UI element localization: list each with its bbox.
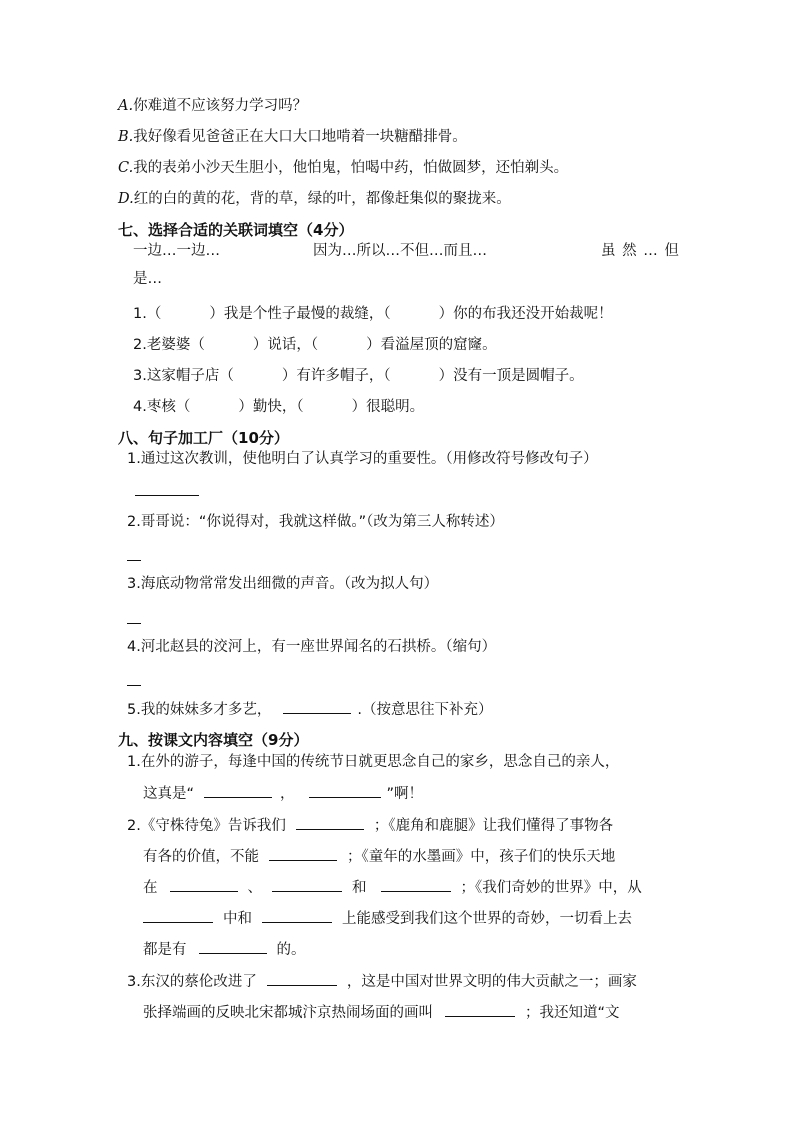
option-text: 我好像看见爸爸正在大口大口地啃着一块糖醋排骨。 (133, 129, 467, 145)
answer-blank[interactable] (272, 877, 342, 892)
section7-item: 4.枣核（ ）勤快，（ ）很聪明。 (133, 399, 425, 415)
answer-blank[interactable] (283, 699, 351, 714)
answer-blank[interactable] (170, 877, 238, 892)
section9-q1: 1.在外的游子，每逢中国的传统节日就更思念自己的家乡，思念自己的亲人， (127, 754, 620, 770)
answer-blank[interactable] (381, 877, 451, 892)
conjunction-option: 一边…一边… (133, 243, 220, 259)
section9-q2: 在 、 和 ；《我们奇妙的世界》中，从 (143, 877, 642, 898)
answer-line[interactable] (127, 609, 141, 630)
answer-blank[interactable] (267, 971, 337, 986)
section7-item: 1.（ ）我是个性子最慢的裁缝，（ ）你的布我还没开始裁呢！ (133, 306, 613, 322)
section8-title: 八、句子加工厂（10分） (118, 429, 289, 447)
answer-blank[interactable] (309, 783, 381, 798)
answer-blank[interactable] (143, 908, 213, 923)
section8-item: 3.海底动物常常发出细微的声音。（改为拟人句） (127, 576, 439, 592)
option-letter: B. (118, 129, 134, 145)
answer-line[interactable] (127, 671, 141, 692)
answer-line[interactable] (135, 481, 199, 502)
section7-item: 3.这家帽子店（ ）有许多帽子，（ ）没有一顶是圆帽子。 (133, 368, 584, 384)
section9-q3: 张择端画的反映北宋都城汴京热闹场面的画叫 ；我还知道“文 (143, 1002, 620, 1023)
option-c (118, 158, 568, 178)
section8-item: 4.河北赵县的洨河上，有一座世界闻名的石拱桥。（缩句） (127, 639, 497, 655)
section9-title: 九、按课文内容填空（9分） (118, 731, 309, 749)
option-text: 你难道不应该努力学习吗？ (133, 98, 308, 114)
option-d (118, 189, 511, 209)
option-text: 红的白的黄的花，背的草，绿的叶，都像赶集似的聚拢来。 (133, 191, 511, 207)
section9-q2: 有各的价值，不能 ；《童年的水墨画》中，孩子们的快乐天地 (143, 846, 615, 867)
answer-blank[interactable] (199, 939, 267, 954)
option-letter: C. (118, 160, 134, 176)
section8-item: 2.哥哥说：“你说得对，我就这样做。”（改为第三人称转述） (127, 514, 504, 530)
section7-item: 2.老婆婆（ ）说话，（ ）看溢屋顶的窟窿。 (133, 337, 497, 353)
section8-item: 5.我的妹妹多才多艺， .（按意思往下补充） (127, 699, 492, 720)
answer-line[interactable] (127, 546, 141, 567)
section7-title: 七、选择合适的关联词填空（4分） (118, 221, 354, 239)
option-letter: A. (118, 98, 134, 114)
answer-blank[interactable] (262, 908, 332, 923)
option-text: 我的表弟小沙天生胆小，他怕鬼，怕喝中药，怕做圆梦，还怕剃头。 (133, 160, 569, 176)
option-a (118, 96, 307, 116)
section9-q1-blanks: 这真是“ ， ”啊！ (143, 783, 423, 804)
answer-blank[interactable] (269, 846, 337, 861)
section9-q2: 都是有 的。 (143, 939, 306, 960)
section9-q3: 3.东汉的蔡伦改进了 ，这是中国对世界文明的伟大贡献之一；画家 (127, 971, 637, 992)
answer-blank[interactable] (204, 783, 272, 798)
answer-blank[interactable] (296, 815, 364, 830)
answer-blank[interactable] (445, 1002, 515, 1017)
conjunction-option: 虽 然 … 但 (601, 243, 680, 259)
section9-q2: 2.《守株待兔》告诉我们 ；《鹿角和鹿腿》让我们懂得了事物各 (127, 815, 613, 836)
option-letter: D. (118, 191, 134, 207)
conjunction-option: 因为…所以…不但…而且… (313, 243, 487, 259)
section9-q2: 中和 上能感受到我们这个世界的奇妙，一切看上去 (143, 908, 632, 929)
conjunction-option-cont: 是… (133, 271, 162, 287)
option-b (118, 127, 467, 147)
section8-item: 1.通过这次教训，使他明白了认真学习的重要性。（用修改符号修改句子） (127, 451, 598, 467)
